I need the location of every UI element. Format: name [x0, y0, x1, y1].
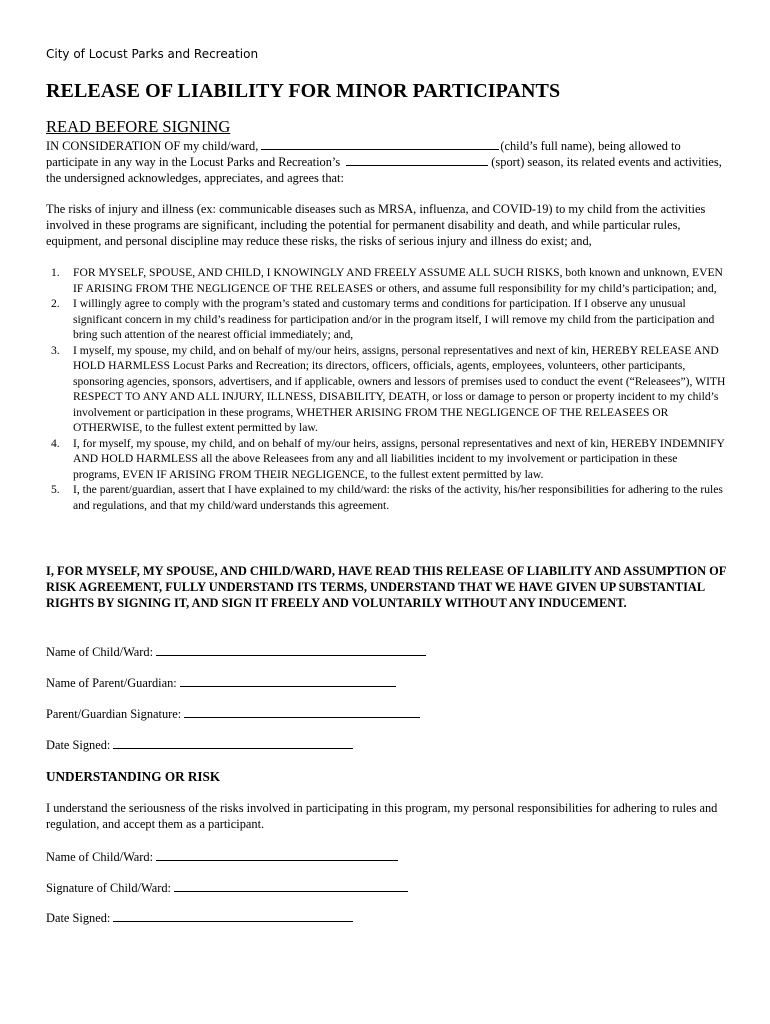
understanding-paragraph: I understand the seriousness of the risks involved in participating in this program, my personal responsibilities for adhering to rules and regulation, and accept them as a participant.: [46, 801, 718, 831]
acknowledgement-statement: I, FOR MYSELF, MY SPOUSE, AND CHILD/WARD, HAVE READ THIS RELEASE OF LIABILITY AND ASSUMPTION OF RISK AGREEMENT, FULLY UNDERSTAND ITS TERMS, UNDERSTAND THAT WE HAVE GIVEN UP SUBSTANTIAL RIGHTS BY SIGNING IT, AND SIGN IT FREELY AND VOLUNTARILY WITHOUT ANY INDUCEMENT.: [46, 564, 726, 610]
field-label: Name of Parent/Guardian:: [46, 676, 177, 690]
list-item-text: I, the parent/guardian, assert that I have explained to my child/ward: the risks of the activity, his/her responsibilities for adhering to the rules and regulations, and that my child/ward understands this agreement.: [73, 483, 723, 512]
consideration-text-1: IN CONSIDERATION OF my child/ward,: [46, 139, 259, 153]
field-child-name: [46, 644, 426, 660]
list-item-text: I myself, my spouse, my child, and on behalf of my/our heirs, assigns, personal representatives and next of kin, HEREBY RELEASE AND HOLD HARMLESS Locust Parks and Recreation; its directors, officers, officials, agents, employees, volunteers, other participants, sponsoring agencies, sponsors, advertisers, and if applicable, owners and lessors of premises used to conduct the event (“Releasees”), WITH RESPECT TO ANY AND ALL INJURY, ILLNESS, DISABILITY, DEATH, or loss or damage to person or property incident to my child’s involvement or participation in these programs, WHETHER ARISING FROM THE NEGLIGENCE OF THE RELEASEES OR OTHERWISE, to the fullest extent permitted by law.: [73, 343, 726, 434]
consideration-text-2: (child’s full name), being allowed to participate in any way in the Locust Parks and Recreation’s: [46, 139, 681, 169]
list-item-number: 3.: [51, 343, 60, 357]
consideration-text-3: (sport) season, its related events and activities, the undersigned acknowledges, appreciates, and agrees that:: [46, 155, 722, 185]
child-full-name-blank: [261, 138, 499, 150]
child-name-input-line-2[interactable]: [156, 849, 398, 861]
field-label: Name of Child/Ward:: [46, 645, 154, 659]
list-item-number: 5.: [51, 483, 60, 496]
field-date-signed-parent: [46, 737, 353, 753]
read-before-signing: READ BEFORE SIGNING: [46, 117, 231, 136]
risks-paragraph: The risks of injury and illness (ex: communicable diseases such as MRSA, influenza, and COVID-19) to my child from the activities involved in these programs are significant, including the potential for permanent disability and death, and while particular rules, equipment, and personal discipline may reduce these risks, the risks of serious injury and illness do exist; and,: [46, 202, 706, 248]
list-item-number: 1.: [51, 266, 60, 279]
understanding-heading: UNDERSTANDING OR RISK: [46, 769, 221, 784]
date-signed-input-line-2[interactable]: [113, 910, 353, 922]
list-item: [46, 482, 726, 513]
field-child-signature: [46, 880, 408, 896]
field-label: Date Signed:: [46, 738, 111, 752]
list-item-text: I, for myself, my spouse, my child, and on behalf of my/our heirs, assigns, personal representatives and next of kin, HEREBY INDEMNIFY AND HOLD HARMLESS all the above Releasees from any and all liabilities incident to my involvement or participation in these programs, EVEN IF ARISING FROM THEIR NEGLIGENCE, to the fullest extent permitted by law.: [73, 436, 725, 481]
list-item-number: 4.: [51, 436, 60, 450]
consideration-paragraph: [46, 138, 730, 186]
parent-name-input-line[interactable]: [180, 675, 396, 687]
document-title: RELEASE OF LIABILITY FOR MINOR PARTICIPANTS: [46, 80, 561, 102]
release-terms-list: [46, 265, 726, 513]
field-date-signed-child: [46, 910, 353, 926]
list-item: [46, 436, 726, 483]
organization-name: City of Locust Parks and Recreation: [46, 47, 259, 61]
field-child-name-2: [46, 849, 398, 865]
field-label: Date Signed:: [46, 911, 111, 925]
child-signature-input-line[interactable]: [174, 880, 408, 892]
sport-blank: [346, 154, 488, 166]
field-label: Signature of Child/Ward:: [46, 881, 171, 895]
parent-signature-input-line[interactable]: [184, 706, 420, 718]
field-parent-name: [46, 675, 396, 691]
child-name-input-line[interactable]: [156, 644, 426, 656]
list-item: [46, 296, 726, 343]
date-signed-input-line[interactable]: [113, 737, 353, 749]
field-parent-signature: [46, 706, 420, 722]
list-item: [46, 343, 726, 436]
list-item-text: I willingly agree to comply with the program’s stated and customary terms and conditions for participation. If I observe any unusual significant concern in my child’s readiness for participation and/or in the program itself, I will remove my child from the participation and bring such attention of the nearest official immediately; and,: [73, 297, 715, 341]
field-label: Parent/Guardian Signature:: [46, 707, 182, 721]
field-label: Name of Child/Ward:: [46, 850, 154, 864]
list-item: [46, 265, 726, 296]
list-item-number: 2.: [51, 297, 60, 310]
list-item-text: FOR MYSELF, SPOUSE, AND CHILD, I KNOWINGLY AND FREELY ASSUME ALL SUCH RISKS, both known and unknown, EVEN IF ARISING FROM THE NEGLIGENCE OF THE RELEASES or others, and assume full responsibility for my child’s participation; and,: [73, 266, 723, 295]
